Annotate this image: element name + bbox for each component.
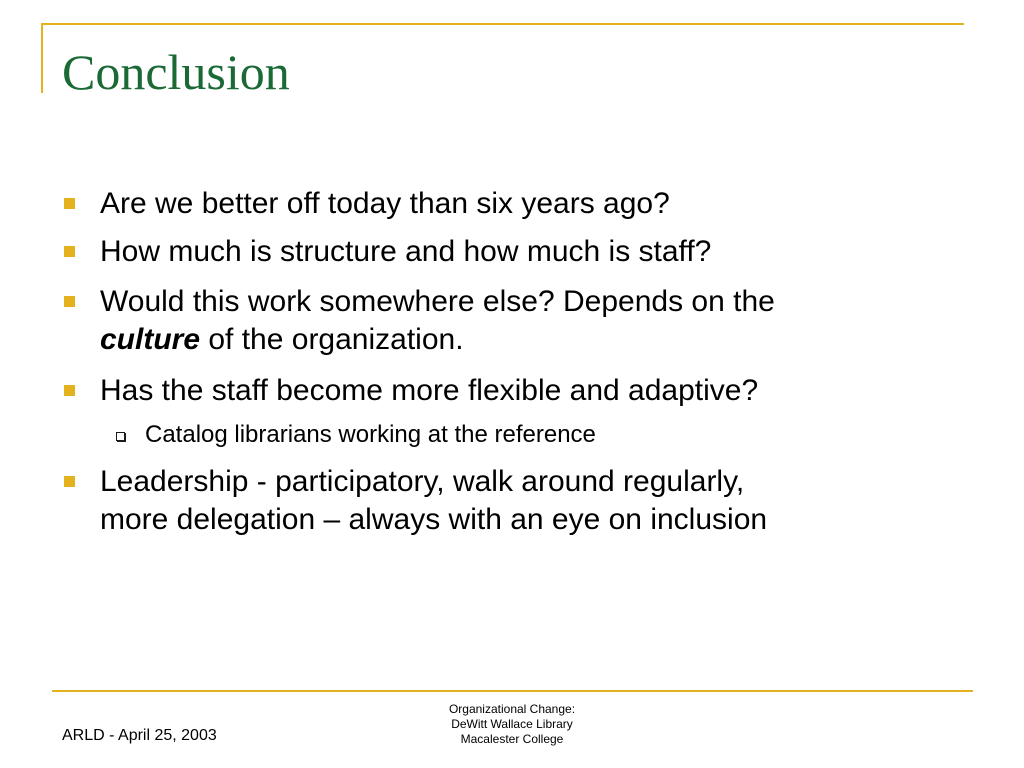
bullet-item <box>100 185 980 223</box>
bullet-text-line2: more delegation – always with an eye on inclusion <box>100 503 768 536</box>
bullet-text: Are we better off today than six years ago? <box>100 187 670 220</box>
sub-bullet-item <box>145 420 596 450</box>
filled-square-bullet-icon <box>64 476 75 487</box>
bullet-item <box>100 463 980 539</box>
bullet-text-line1: Would this work somewhere else? Depends on the <box>100 285 775 318</box>
filled-square-bullet-icon <box>64 296 75 307</box>
bullet-item <box>100 372 980 410</box>
footer-date: ARLD - April 25, 2003 <box>62 727 217 744</box>
footer-org-line: Organizational Change: <box>448 702 576 716</box>
footer-org-line: Macalester College <box>460 732 564 746</box>
slide-title: Conclusion <box>62 44 290 100</box>
filled-square-bullet-icon <box>64 246 75 257</box>
bullet-text-rest: of the organization. <box>200 323 464 356</box>
footer-rule <box>52 690 973 692</box>
bullet-text-line2 <box>100 321 980 359</box>
sub-bullet-text: Catalog librarians working at the reference <box>145 421 596 448</box>
bullet-text: How much is structure and how much is staff? <box>100 235 712 268</box>
filled-square-bullet-icon <box>64 198 75 209</box>
footer-org-line: DeWitt Wallace Library <box>451 717 573 731</box>
hollow-square-bullet-icon <box>116 432 125 441</box>
bullet-text: Has the staff become more flexible and adaptive? <box>100 374 759 407</box>
footer-org <box>362 702 662 747</box>
filled-square-bullet-icon <box>64 385 75 396</box>
emphasis-text: culture <box>100 323 201 356</box>
bullet-text-line1: Leadership - participatory, walk around regularly, <box>100 465 745 498</box>
bullet-item <box>100 233 980 271</box>
bullet-item <box>100 283 980 359</box>
